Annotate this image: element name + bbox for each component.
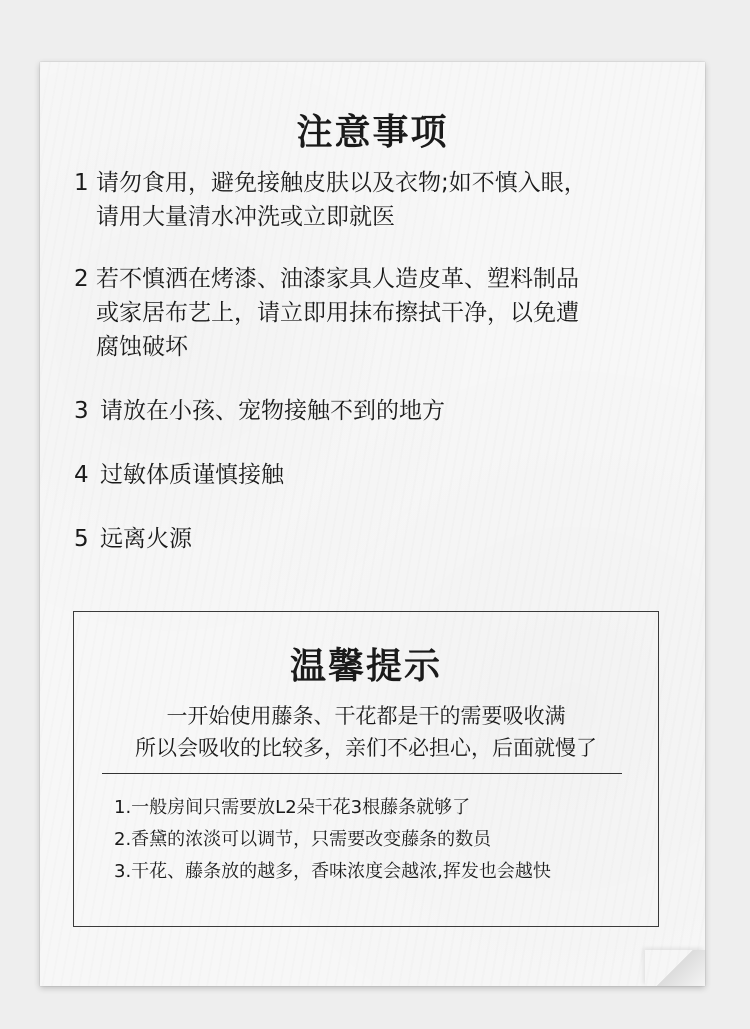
notice-item-line: 请用大量清水冲洗或立即就医 bbox=[96, 204, 395, 230]
notice-item-number: 1 bbox=[74, 170, 89, 196]
tips-intro-line: 所以会吸收的比较多，亲们不必担心，后面就慢了 bbox=[135, 736, 597, 760]
notice-item-text bbox=[96, 166, 587, 234]
tips-title: 温馨提示 bbox=[289, 646, 442, 687]
notice-item bbox=[74, 262, 674, 364]
tips-item: 1.一般房间只需要放L2朵干花3根藤条就够了 bbox=[114, 797, 471, 818]
notice-item bbox=[74, 166, 674, 234]
notice-item-line: 若不慎洒在烤漆、油漆家具人造皮革、塑料制品 bbox=[96, 266, 579, 292]
notice-item-line: 过敏体质谨慎接触 bbox=[100, 462, 284, 488]
tips-divider bbox=[102, 773, 622, 774]
notice-item-line: 或家居布艺上，请立即用抹布擦拭干净，以免遭 bbox=[96, 300, 579, 326]
tips-box bbox=[73, 611, 659, 927]
tips-item: 3.干花、藤条放的越多，香味浓度会越浓,挥发也会越快 bbox=[114, 861, 551, 882]
notice-item-number: 2 bbox=[74, 266, 89, 292]
notice-item-number: 3 bbox=[74, 398, 89, 424]
notice-paper bbox=[40, 62, 705, 986]
notice-item-text bbox=[100, 522, 192, 556]
notice-list bbox=[74, 166, 674, 586]
notice-item-number: 4 bbox=[74, 462, 89, 488]
notice-item-number: 5 bbox=[74, 526, 89, 552]
notice-item-text bbox=[100, 394, 445, 428]
notice-item-line: 远离火源 bbox=[100, 526, 192, 552]
notice-item bbox=[74, 394, 674, 428]
tips-item: 2.香黛的浓淡可以调节，只需要改变藤条的数员 bbox=[114, 829, 492, 850]
tips-intro-line: 一开始使用藤条、干花都是干的需要吸收满 bbox=[166, 704, 566, 728]
notice-item-line: 腐蚀破坏 bbox=[96, 334, 188, 360]
notice-title: 注意事项 bbox=[296, 112, 449, 153]
notice-item bbox=[74, 522, 674, 556]
notice-item-line: 请勿食用，避免接触皮肤以及衣物;如不慎入眼， bbox=[96, 170, 587, 196]
notice-item bbox=[74, 458, 674, 492]
notice-item-text bbox=[96, 262, 579, 364]
tips-list bbox=[114, 792, 634, 888]
notice-item-text bbox=[100, 458, 284, 492]
page-curl bbox=[645, 950, 705, 986]
tips-intro bbox=[74, 700, 658, 764]
notice-item-line: 请放在小孩、宠物接触不到的地方 bbox=[100, 398, 445, 424]
